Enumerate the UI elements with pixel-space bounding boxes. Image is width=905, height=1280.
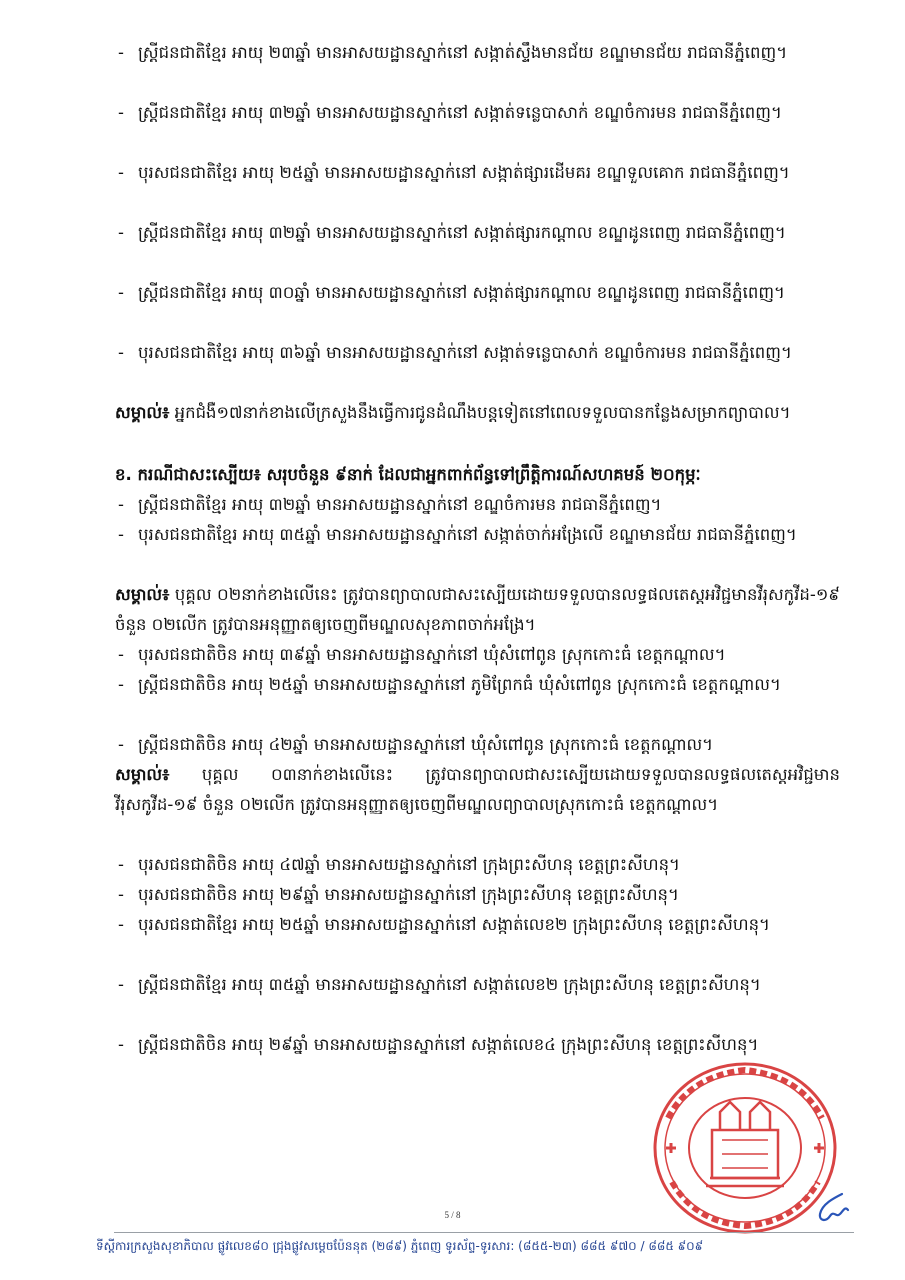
note-text: បុគ្គល ០៣នាក់ខាងលើនេះ ត្រូវបានព្យាបាលជាសះស្បើយដោយទទួលបានលទ្ធផលតេស្តអវិជ្ជមានវីរុសកូវីដ-១៩ ចំនួន ០២លើក ត្រូវបានអនុញ្ញាតឲ្យចេញពីមណ្ឌលព្យាបាលស្រុកកោះធំ ខេត្តកណ្តាល។ xyxy=(115,765,840,814)
footer-address: ទីស្តីការក្រសួងសុខាភិបាល ផ្លូវលេខ៨០ ជ្រុងផ្លូវសម្តេចប៉ែននុត (២៨៩) ភ្នំពេញ ទូរស័ព្ទ-ទូរសារ: (៨៥៥-២៣) ៨៨៥ ៩៧០ / ៨៨៥ ៩០៩ xyxy=(96,1239,704,1253)
recovered-item-8 xyxy=(118,910,840,970)
bullet-dash: - xyxy=(118,1035,124,1054)
case-text: ស្ត្រីជនជាតិខ្មែរ អាយុ ២៣ឆ្នាំ មានអាសយដ្ឋានស្នាក់នៅ សង្កាត់ស្ទឹងមានជ័យ ខណ្ឌមានជ័យ រាជធានីភ្នំពេញ។ xyxy=(138,43,788,62)
case-text: ស្ត្រីជនជាតិខ្មែរ អាយុ ៣២ឆ្នាំ មានអាសយដ្ឋានស្នាក់នៅ ខណ្ឌចំការមន រាជធានីភ្នំពេញ។ xyxy=(138,495,662,514)
bullet-dash: - xyxy=(118,163,124,182)
recovered-item-7 xyxy=(118,880,840,910)
bullet-dash: - xyxy=(118,885,124,904)
case-text: ស្ត្រីជនជាតិចិន អាយុ ៤២ឆ្នាំ មានអាសយដ្ឋានស្នាក់នៅ ឃុំសំពៅពូន ស្រុកកោះធំ ខេត្តកណ្តាល។ xyxy=(138,735,714,754)
note-label: សម្គាល់៖ xyxy=(115,585,170,604)
case-item-4 xyxy=(118,218,840,278)
document-body xyxy=(115,38,840,1090)
signature-icon xyxy=(812,1188,852,1228)
bullet-dash: - xyxy=(118,283,124,302)
note-label: សម្គាល់៖ xyxy=(115,765,170,784)
case-item-3 xyxy=(118,158,840,218)
case-text: បុរសជនជាតិចិន អាយុ ២៩ឆ្នាំ មានអាសយដ្ឋានស្នាក់នៅ ក្រុងព្រះសីហនុ ខេត្តព្រះសីហនុ។ xyxy=(138,885,679,904)
recovered-item-6 xyxy=(118,850,840,880)
case-item-2 xyxy=(118,98,840,158)
case-text: បុរសជនជាតិខ្មែរ អាយុ ៣៦ឆ្នាំ មានអាសយដ្ឋានស្នាក់នៅ សង្កាត់ទន្លេបាសាក់ ខណ្ឌចំការមន រាជធានីភ្នំពេញ។ xyxy=(138,343,792,362)
recovered-item-4 xyxy=(118,670,840,730)
bullet-dash: - xyxy=(118,223,124,242)
case-text: បុរសជនជាតិខ្មែរ អាយុ ២៥ឆ្នាំ មានអាសយដ្ឋានស្នាក់នៅ សង្កាត់លេខ២ ក្រុងព្រះសីហនុ ខេត្តព្រះសីហនុ។ xyxy=(138,915,770,934)
case-text: ស្ត្រីជនជាតិចិន អាយុ ២៥ឆ្នាំ មានអាសយដ្ឋានស្នាក់នៅ ភូមិព្រែកធំ ឃុំសំពៅពូន ស្រុកកោះធំ ខេត្តកណ្តាល។ xyxy=(138,675,781,694)
section-heading: ខ. ករណីជាសះស្បើយ៖ សរុបចំនួន ៩នាក់ ដែលជាអ្នកពាក់ព័ន្ធទៅព្រឹត្តិការណ៍សហគមន៍ ២០កុម្ភៈ xyxy=(115,465,701,484)
case-text: បុរសជនជាតិខ្មែរ អាយុ ២៥ឆ្នាំ មានអាសយដ្ឋានស្នាក់នៅ សង្កាត់ផ្សារដើមគរ ខណ្ឌទួលគោក រាជធានីភ្នំពេញ។ xyxy=(138,163,790,182)
bullet-dash: - xyxy=(118,343,124,362)
case-item-6 xyxy=(118,338,840,398)
case-item-1 xyxy=(118,38,840,98)
bullet-dash: - xyxy=(118,43,124,62)
recovered-item-2 xyxy=(118,520,840,580)
case-text: ស្ត្រីជនជាតិចិន អាយុ ២៩ឆ្នាំ មានអាសយដ្ឋានស្នាក់នៅ សង្កាត់លេខ៤ ក្រុងព្រះសីហនុ ខេត្តព្រះសីហនុ។ xyxy=(138,1035,759,1054)
note-text: បុគ្គល ០២នាក់ខាងលើនេះ ត្រូវបានព្យាបាលជាសះស្បើយដោយទទួលបានលទ្ធផលតេស្តអវិជ្ជមានវីរុសកូវីដ-១៩ ចំនួន ០២លើក ត្រូវបានអនុញ្ញាតឲ្យចេញពីមណ្ឌលសុខភាពចាក់អង្រែ។ xyxy=(115,585,840,634)
case-text: បុរសជនជាតិចិន អាយុ ៣៩ឆ្នាំ មានអាសយដ្ឋានស្នាក់នៅ ឃុំសំពៅពូន ស្រុកកោះធំ ខេត្តកណ្តាល។ xyxy=(138,645,726,664)
recovered-item-5 xyxy=(118,730,840,760)
recovered-item-3 xyxy=(118,640,840,670)
note-label: សម្គាល់៖ xyxy=(115,403,170,422)
bullet-dash: - xyxy=(118,915,124,934)
case-item-5 xyxy=(118,278,840,338)
case-text: បុរសជនជាតិខ្មែរ អាយុ ៣៥ឆ្នាំ មានអាសយដ្ឋានស្នាក់នៅ សង្កាត់ចាក់អង្រែលើ ខណ្ឌមានជ័យ រាជធានីភ្នំពេញ។ xyxy=(138,525,797,544)
bullet-dash: - xyxy=(118,525,124,544)
bullet-dash: - xyxy=(118,495,124,514)
note-paragraph-3 xyxy=(115,760,840,850)
note-paragraph-2 xyxy=(115,580,840,640)
bullet-dash: - xyxy=(118,645,124,664)
recovered-item-9 xyxy=(118,970,840,1030)
bullet-dash: - xyxy=(118,855,124,874)
bullet-dash: - xyxy=(118,735,124,754)
case-text: ស្ត្រីជនជាតិខ្មែរ អាយុ ៣៥ឆ្នាំ មានអាសយដ្ឋានស្នាក់នៅ សង្កាត់លេខ២ ក្រុងព្រះសីហនុ ខេត្តព្រះសីហនុ។ xyxy=(138,975,761,994)
case-text: បុរសជនជាតិចិន អាយុ ៤៧ឆ្នាំ មានអាសយដ្ឋានស្នាក់នៅ ក្រុងព្រះសីហនុ ខេត្តព្រះសីហនុ។ xyxy=(138,855,680,874)
bullet-dash: - xyxy=(118,675,124,694)
bullet-dash: - xyxy=(118,975,124,994)
note-text: អ្នកជំងឺ១៧នាក់ខាងលើក្រសួងនឹងធ្វើការជូនដំណឹងបន្តទៀតនៅពេលទទួលបានកន្លែងសម្រាកព្យាបាល។ xyxy=(174,403,791,422)
case-text: ស្ត្រីជនជាតិខ្មែរ អាយុ ៣០ឆ្នាំ មានអាសយដ្ឋានស្នាក់នៅ សង្កាត់ផ្សារកណ្តាល ខណ្ឌដូនពេញ រាជធានីភ្នំពេញ។ xyxy=(138,283,785,302)
footer-divider xyxy=(114,1232,854,1233)
case-text: ស្ត្រីជនជាតិខ្មែរ អាយុ ៣២ឆ្នាំ មានអាសយដ្ឋានស្នាក់នៅ សង្កាត់ផ្សារកណ្តាល ខណ្ឌដូនពេញ រាជធានីភ្នំពេញ។ xyxy=(138,223,786,242)
case-text: ស្ត្រីជនជាតិខ្មែរ អាយុ ៣២ឆ្នាំ មានអាសយដ្ឋានស្នាក់នៅ សង្កាត់ទន្លេបាសាក់ ខណ្ឌចំការមន រាជធានីភ្នំពេញ។ xyxy=(138,103,782,122)
page-number: 5 / 8 xyxy=(444,1210,461,1220)
note-paragraph-1 xyxy=(115,398,840,458)
bullet-dash: - xyxy=(118,103,124,122)
recovered-item-1 xyxy=(118,490,840,520)
